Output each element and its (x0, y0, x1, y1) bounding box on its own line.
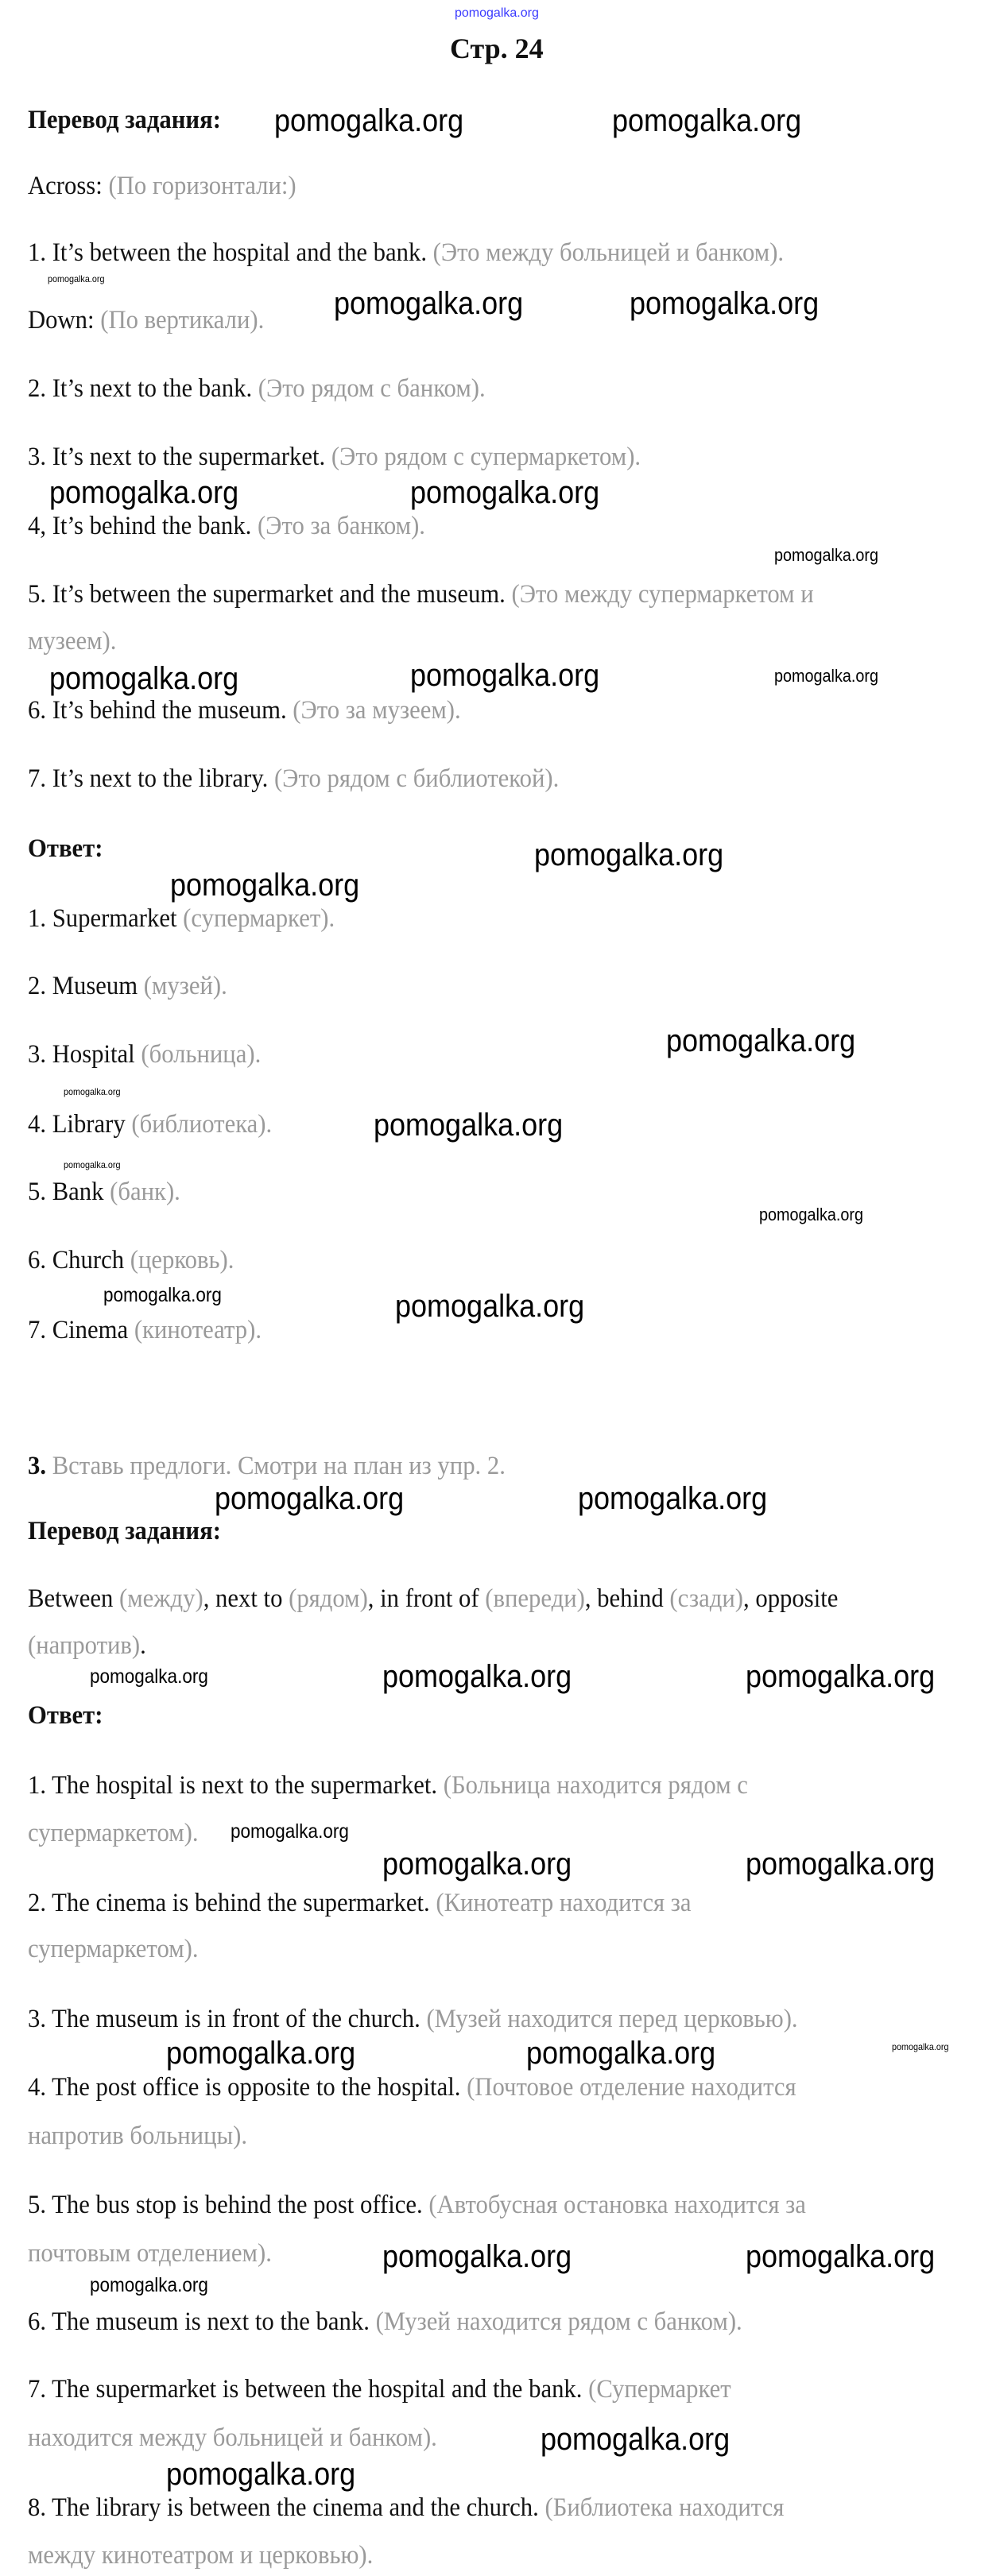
watermark: pomogalka.org (746, 1659, 936, 1694)
watermark: pomogalka.org (578, 1481, 768, 1516)
answer-ru: (кинотеатр). (134, 1316, 262, 1344)
watermark: pomogalka.org (382, 2239, 572, 2274)
word-en: Between (28, 1584, 120, 1613)
sentence-ru: (Музей находится рядом с банком). (375, 2307, 742, 2336)
watermark: pomogalka.org (774, 666, 878, 686)
sentence-en: 2. The cinema is behind the supermarket. (28, 1889, 436, 1917)
sentence-ru: (Супермаркет (588, 2375, 731, 2404)
clue-5 (28, 582, 814, 608)
word-en: , next to (203, 1584, 289, 1613)
watermark: pomogalka.org (382, 1659, 572, 1694)
watermark: pomogalka.org (612, 103, 802, 138)
answer-ru: (банк). (110, 1178, 180, 1206)
clue-ru: (Это за банком). (257, 512, 425, 540)
watermark: pomogalka.org (774, 545, 878, 565)
watermark: pomogalka.org (170, 868, 360, 903)
site-link[interactable]: pomogalka.org (455, 6, 539, 20)
period: . (140, 1631, 146, 1660)
sentence-7 (28, 2377, 731, 2403)
answer-en: 7. Cinema (28, 1316, 134, 1344)
answer-3 (28, 1042, 261, 1068)
watermark: pomogalka.org (274, 103, 464, 138)
clue-1 (28, 240, 784, 266)
word-ru: (сзади) (669, 1584, 744, 1613)
word-en: , behind (584, 1584, 670, 1613)
answer-en: 6. Church (28, 1246, 130, 1274)
watermark: pomogalka.org (49, 475, 239, 510)
clue-2 (28, 376, 486, 402)
sentence-6 (28, 2309, 742, 2335)
clue-ru: (Это между больницей и банком). (432, 238, 785, 267)
sentence-ru: (Больница находится рядом с (443, 1771, 748, 1800)
watermark: pomogalka.org (666, 1023, 856, 1058)
word-ru: (впереди) (485, 1584, 585, 1613)
sentence-en: 8. The library is between the cinema and the church. (28, 2493, 545, 2522)
watermark: pomogalka.org (746, 2239, 936, 2274)
down-ru: (По вертикали). (100, 306, 265, 335)
clue-ru: (Это между супермаркетом и (511, 580, 814, 609)
translation-heading: Перевод задания: (28, 106, 221, 134)
translation-heading: Перевод задания: (28, 1517, 221, 1545)
sentence-en: 5. The bus stop is behind the post office. (28, 2191, 429, 2219)
watermark: pomogalka.org (215, 1481, 405, 1516)
task3-instruction (28, 1453, 506, 1479)
sentence-ru: (Автобусная остановка находится за (428, 2191, 806, 2219)
answer-1 (28, 906, 335, 932)
sentence-4-cont: напротив больницы). (28, 2122, 248, 2150)
across-en: Across: (28, 172, 109, 200)
sentence-4 (28, 2075, 796, 2101)
clue-6 (28, 698, 461, 724)
sentence-en: 3. The museum is in front of the church. (28, 2005, 427, 2033)
sentence-8 (28, 2495, 784, 2521)
clue-en: 3. It’s next to the supermarket. (28, 443, 331, 471)
watermark: pomogalka.org (64, 1086, 121, 1097)
watermark: pomogalka.org (49, 661, 239, 696)
clue-en: 4, It’s behind the bank. (28, 512, 258, 540)
watermark: pomogalka.org (374, 1108, 564, 1143)
sentence-en: 6. The museum is next to the bank. (28, 2307, 376, 2336)
watermark: pomogalka.org (395, 1289, 585, 1324)
prepositions-line (28, 1586, 838, 1612)
sentence-8-cont: между кинотеатром и церковью). (28, 2541, 374, 2570)
answer-ru: (церковь). (130, 1246, 234, 1274)
answer-en: 1. Supermarket (28, 904, 184, 933)
watermark: pomogalka.org (382, 1847, 572, 1882)
clue-7 (28, 766, 559, 792)
watermark: pomogalka.org (541, 2422, 731, 2457)
across-ru: (По горизонтали:) (108, 172, 296, 200)
answer-5 (28, 1179, 180, 1205)
instruction-text: Вставь предлоги. Смотри на план из упр. 2. (46, 1452, 506, 1480)
answer-en: 5. Bank (28, 1178, 110, 1206)
word-ru: (рядом) (289, 1584, 368, 1613)
answer-en: 3. Hospital (28, 1040, 141, 1069)
clue-ru: (Это за музеем). (293, 696, 461, 725)
task-number: 3. (28, 1452, 47, 1480)
sentence-5-cont: почтовым отделением). (28, 2239, 272, 2268)
watermark: pomogalka.org (630, 286, 820, 321)
answer-en: 2. Museum (28, 972, 144, 1000)
answer-heading: Ответ: (28, 834, 103, 863)
clue-ru: (Это рядом с супермаркетом). (331, 443, 641, 471)
clue-ru: (Это рядом с банком). (258, 374, 486, 403)
watermark: pomogalka.org (231, 1820, 349, 1843)
answer-ru: (супермаркет). (183, 904, 335, 933)
watermark: pomogalka.org (534, 837, 724, 872)
word-en: , in front of (367, 1584, 486, 1613)
watermark: pomogalka.org (410, 658, 600, 693)
down-label (28, 307, 264, 334)
watermark: pomogalka.org (526, 2036, 716, 2071)
answer-2 (28, 973, 227, 1000)
prepositions-cont (28, 1633, 146, 1659)
word-ru: (между) (119, 1584, 203, 1613)
sentence-ru: (Библиотека находится (545, 2493, 785, 2522)
sentence-1 (28, 1773, 748, 1799)
sentence-ru: (Кинотеатр находится за (436, 1889, 692, 1917)
answer-6 (28, 1247, 234, 1274)
answer-heading: Ответ: (28, 1701, 103, 1730)
sentence-en: 4. The post office is opposite to the hospital. (28, 2073, 467, 2102)
watermark: pomogalka.org (64, 1159, 121, 1170)
sentence-3 (28, 2006, 798, 2033)
clue-en: 7. It’s next to the library. (28, 764, 274, 793)
page-title: Стр. 24 (450, 33, 544, 64)
watermark: pomogalka.org (892, 2041, 949, 2052)
clue-ru: (Это рядом с библиотекой). (273, 764, 560, 793)
sentence-5 (28, 2192, 806, 2218)
sentence-ru: (Почтовое отделение находится (467, 2073, 796, 2102)
watermark: pomogalka.org (103, 1284, 222, 1306)
sentence-1-cont: супермаркетом). (28, 1819, 199, 1847)
watermark: pomogalka.org (48, 273, 105, 284)
answer-ru: (библиотека). (131, 1110, 273, 1139)
watermark: pomogalka.org (166, 2036, 356, 2071)
sentence-ru: (Музей находится перед церковью). (426, 2005, 798, 2033)
answer-en: 4. Library (28, 1110, 132, 1139)
clue-en: 2. It’s next to the bank. (28, 374, 258, 403)
answer-ru: (музей). (143, 972, 227, 1000)
sentence-en: 1. The hospital is next to the supermarket. (28, 1771, 444, 1800)
watermark: pomogalka.org (759, 1205, 863, 1224)
clue-en: 5. It’s between the supermarket and the museum. (28, 580, 512, 609)
answer-7 (28, 1317, 262, 1344)
watermark: pomogalka.org (746, 1847, 936, 1882)
watermark: pomogalka.org (334, 286, 524, 321)
watermark: pomogalka.org (166, 2457, 356, 2492)
watermark: pomogalka.org (410, 475, 600, 510)
sentence-2-cont: супермаркетом). (28, 1935, 199, 1963)
clue-3 (28, 444, 641, 470)
across-label (28, 173, 296, 199)
word-ru: (напротив) (28, 1631, 141, 1660)
watermark: pomogalka.org (90, 2274, 208, 2296)
word-en: , opposite (743, 1584, 839, 1613)
clue-en: 6. It’s behind the museum. (28, 696, 293, 725)
sentence-7-cont: находится между больницей и банком). (28, 2423, 437, 2452)
clue-5-cont: музеем). (28, 627, 117, 656)
answer-ru: (больница). (141, 1040, 262, 1069)
clue-en: 1. It’s between the hospital and the bank. (28, 238, 433, 267)
watermark: pomogalka.org (90, 1665, 208, 1688)
clue-4 (28, 513, 425, 540)
answer-4 (28, 1112, 272, 1138)
sentence-2 (28, 1890, 692, 1917)
sentence-en: 7. The supermarket is between the hospital and the bank. (28, 2375, 589, 2404)
down-en: Down: (28, 306, 101, 335)
